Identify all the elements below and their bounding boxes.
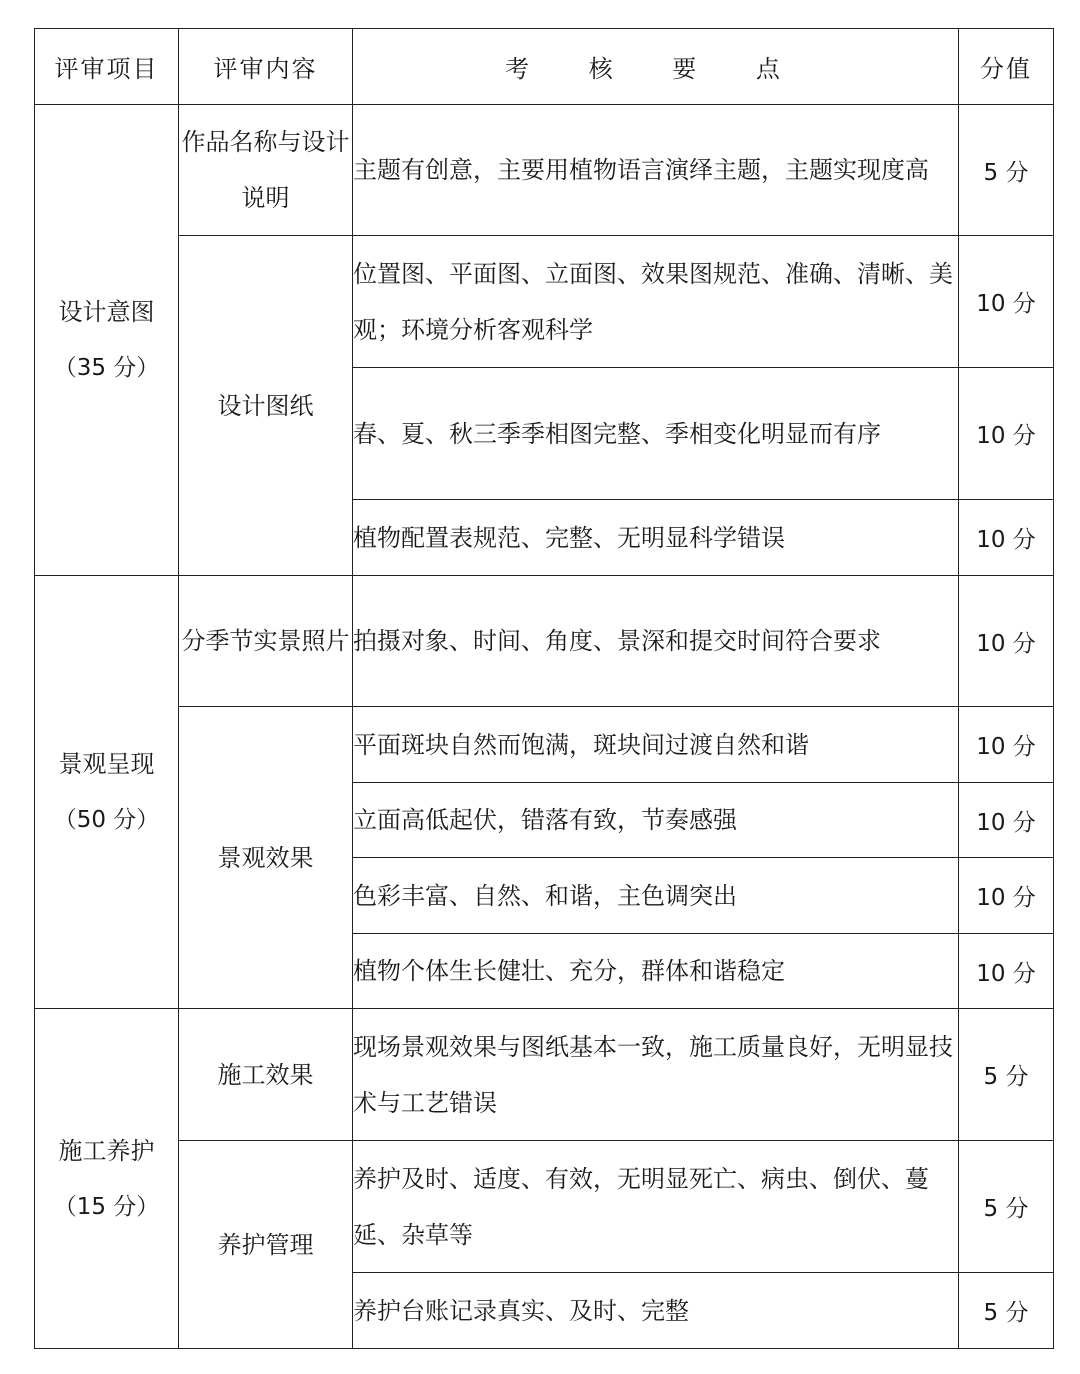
point-cell: 植物个体生长健壮、充分，群体和谐稳定 xyxy=(353,934,959,1009)
score-cell: 10 分 xyxy=(959,576,1054,707)
section-item-cell xyxy=(35,576,179,1009)
score-cell: 10 分 xyxy=(959,858,1054,934)
score-cell: 5 分 xyxy=(959,1273,1054,1349)
table-row xyxy=(35,1141,1054,1273)
score-cell: 10 分 xyxy=(959,236,1054,368)
scoring-table xyxy=(34,28,1054,1349)
point-cell: 养护台账记录真实、及时、完整 xyxy=(353,1273,959,1349)
score-cell: 10 分 xyxy=(959,783,1054,858)
score-cell: 10 分 xyxy=(959,707,1054,783)
section-item-total: （50 分） xyxy=(53,807,160,833)
point-cell: 植物配置表规范、完整、无明显科学错误 xyxy=(353,500,959,576)
content-cell: 设计图纸 xyxy=(179,236,353,576)
section-item-label: 景观呈现 xyxy=(58,750,155,778)
point-cell: 春、夏、秋三季季相图完整、季相变化明显而有序 xyxy=(353,368,959,500)
point-cell: 位置图、平面图、立面图、效果图规范、准确、清晰、美观；环境分析客观科学 xyxy=(353,236,959,368)
point-cell: 养护及时、适度、有效，无明显死亡、病虫、倒伏、蔓延、杂草等 xyxy=(353,1141,959,1273)
point-cell: 平面斑块自然而饱满，斑块间过渡自然和谐 xyxy=(353,707,959,783)
header-item: 评审项目 xyxy=(35,29,179,105)
table-row xyxy=(35,576,1054,707)
content-cell: 分季节实景照片 xyxy=(179,576,353,707)
score-cell: 10 分 xyxy=(959,500,1054,576)
content-cell: 景观效果 xyxy=(179,707,353,1009)
table-row xyxy=(35,1009,1054,1141)
header-score: 分值 xyxy=(959,29,1054,105)
score-cell: 10 分 xyxy=(959,368,1054,500)
section-item-cell xyxy=(35,1009,179,1349)
point-cell: 拍摄对象、时间、角度、景深和提交时间符合要求 xyxy=(353,576,959,707)
content-cell: 施工效果 xyxy=(179,1009,353,1141)
section-item-total: （15 分） xyxy=(53,1193,160,1220)
table-row xyxy=(35,707,1054,783)
score-cell: 5 分 xyxy=(959,105,1054,236)
point-cell: 主题有创意，主要用植物语言演绎主题，主题实现度高 xyxy=(353,105,959,236)
point-cell: 现场景观效果与图纸基本一致，施工质量良好，无明显技术与工艺错误 xyxy=(353,1009,959,1141)
header-row xyxy=(35,29,1054,105)
header-points: 考 核 要 点 xyxy=(353,29,959,105)
section-item-label: 设计意图 xyxy=(58,298,155,326)
content-cell: 作品名称与设计说明 xyxy=(179,105,353,236)
table-row xyxy=(35,236,1054,368)
score-cell: 5 分 xyxy=(959,1141,1054,1273)
header-content: 评审内容 xyxy=(179,29,353,105)
point-cell: 立面高低起伏，错落有致，节奏感强 xyxy=(353,783,959,858)
section-item-label: 施工养护 xyxy=(58,1136,155,1165)
point-cell: 色彩丰富、自然、和谐，主色调突出 xyxy=(353,858,959,934)
content-cell: 养护管理 xyxy=(179,1141,353,1349)
section-item-total: （35 分） xyxy=(53,355,160,381)
table-row xyxy=(35,105,1054,236)
score-cell: 5 分 xyxy=(959,1009,1054,1141)
section-item-cell xyxy=(35,105,179,576)
score-cell: 10 分 xyxy=(959,934,1054,1009)
